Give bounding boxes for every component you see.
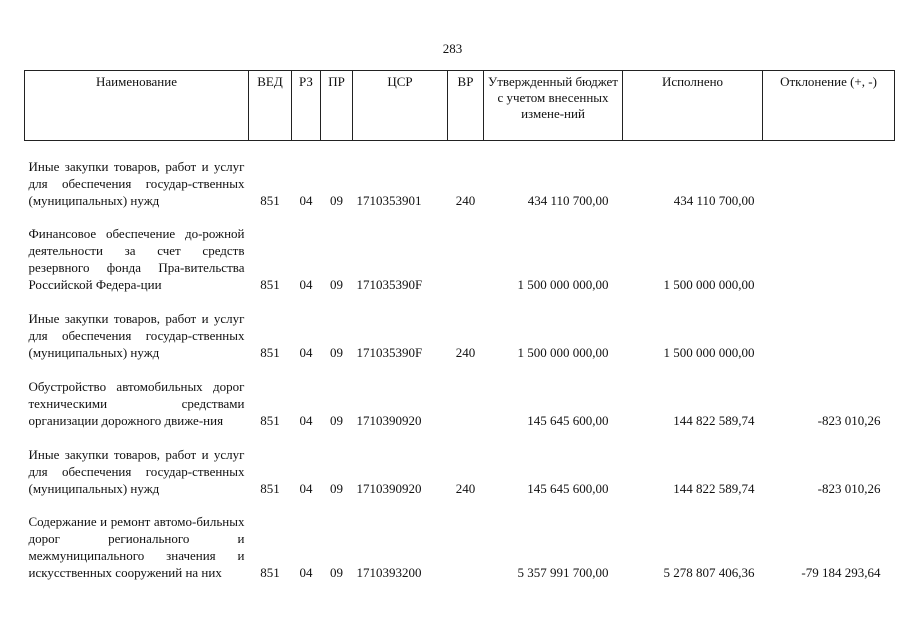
row-csr: 1710390920: [356, 480, 422, 496]
header-budget: Утвержденный бюджет с учетом внесенных измене-ний: [484, 71, 623, 141]
header-rz: РЗ: [292, 71, 321, 141]
header-ved: ВЕД: [249, 71, 292, 141]
row-budget: 145 645 600,00: [527, 480, 609, 496]
header-deviation: Отклонение (+, -): [763, 71, 895, 141]
row-vr: [448, 361, 484, 429]
row-rz: 04: [299, 192, 313, 208]
table-row: [25, 293, 895, 361]
row-executed: 144 822 589,74: [673, 480, 755, 496]
row-pr: 09: [330, 344, 343, 360]
row-budget: 1 500 000 000,00: [517, 276, 609, 292]
row-deviation: [763, 293, 895, 361]
row-executed: 434 110 700,00: [673, 192, 755, 208]
row-vr: 240: [455, 192, 476, 208]
row-pr: 09: [330, 412, 343, 428]
row-budget: 145 645 600,00: [527, 412, 609, 428]
row-deviation: [763, 141, 895, 209]
row-ved: 851: [260, 480, 280, 496]
table-row: [25, 429, 895, 497]
row-executed: 144 822 589,74: [673, 412, 755, 428]
row-csr: 1710393200: [356, 564, 422, 580]
header-executed: Исполнено: [623, 71, 763, 141]
row-ved: 851: [260, 564, 280, 580]
row-executed: 5 278 807 406,36: [663, 564, 755, 580]
header-pr: ПР: [321, 71, 353, 141]
row-deviation: -79 184 293,64: [801, 564, 881, 580]
table-header: [25, 71, 895, 141]
header-csr: ЦСР: [353, 71, 448, 141]
row-ved: 851: [260, 344, 280, 360]
table-row: [25, 209, 895, 293]
row-rz: 04: [299, 564, 313, 580]
header-name: Наименование: [25, 71, 249, 141]
row-budget: 5 357 991 700,00: [517, 564, 609, 580]
row-rz: 04: [299, 276, 313, 292]
header-vr: ВР: [448, 71, 484, 141]
row-executed: 1 500 000 000,00: [663, 276, 755, 292]
row-name: Иные закупки товаров, работ и услуг для обеспечения государ-ственных (муниципальных) нужд: [28, 310, 245, 360]
row-name: Иные закупки товаров, работ и услуг для обеспечения государ-ственных (муниципальных) нужд: [28, 158, 245, 208]
row-ved: 851: [260, 412, 280, 428]
row-rz: 04: [299, 344, 313, 360]
row-deviation: -823 010,26: [817, 412, 881, 428]
row-pr: 09: [330, 480, 343, 496]
table-body: [25, 141, 895, 581]
row-name: Финансовое обеспечение до-рожной деятельности за счет средств резервного фонда Пра-вительства Российской Федера-ции: [28, 225, 245, 292]
row-vr: 240: [455, 480, 476, 496]
row-name: Обустройство автомобильных дорог техническими средствами организации дорожного движе-ния: [28, 378, 245, 428]
table-row: [25, 141, 895, 209]
row-deviation: [763, 209, 895, 293]
row-name: Содержание и ремонт автомо-бильных дорог регионального и межмуниципального значения и искусственных сооружений на них: [28, 513, 245, 580]
row-vr: [448, 209, 484, 293]
row-ved: 851: [260, 192, 280, 208]
row-vr: 240: [455, 344, 476, 360]
row-budget: 434 110 700,00: [527, 192, 609, 208]
row-name: Иные закупки товаров, работ и услуг для обеспечения государ-ственных (муниципальных) нужд: [28, 446, 245, 496]
page-number: 283: [442, 41, 463, 56]
row-pr: 09: [330, 276, 343, 292]
row-csr: 1710353901: [356, 192, 422, 208]
budget-execution-table: [24, 70, 895, 581]
row-rz: 04: [299, 412, 313, 428]
row-deviation: -823 010,26: [817, 480, 881, 496]
row-pr: 09: [330, 564, 343, 580]
row-ved: 851: [260, 276, 280, 292]
row-csr: 1710390920: [356, 412, 422, 428]
row-executed: 1 500 000 000,00: [663, 344, 755, 360]
table-row: [25, 361, 895, 429]
row-vr: [448, 497, 484, 581]
row-budget: 1 500 000 000,00: [517, 344, 609, 360]
table-row: [25, 497, 895, 581]
row-csr: 171035390F: [356, 276, 423, 292]
row-pr: 09: [330, 192, 343, 208]
row-rz: 04: [299, 480, 313, 496]
row-csr: 171035390F: [356, 344, 423, 360]
